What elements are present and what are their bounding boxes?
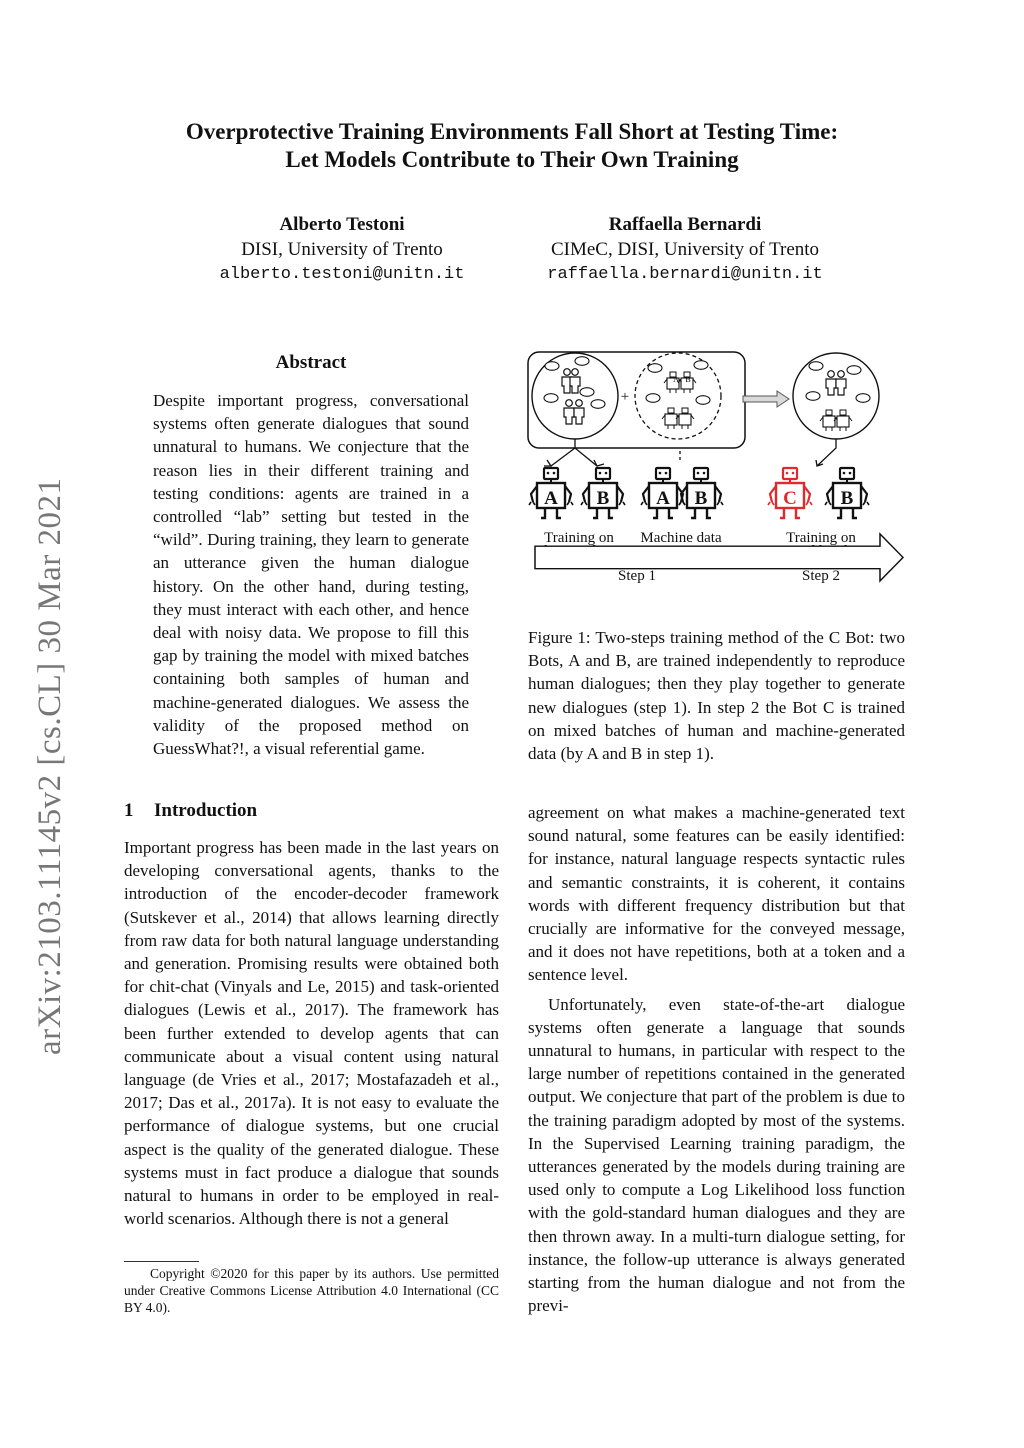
human-dialogue-circle [532,353,618,439]
author-affiliation: DISI, University of Trento [241,239,443,260]
figure-1 [525,348,910,593]
author-name: Alberto Testoni [279,214,405,235]
footnote-text: Copyright ©2020 for this paper by its authors. Use permitted under Creative Commons License Attribution 4.0 International (CC BY 4.0). [124,1266,499,1315]
bot-a-machine [641,468,685,518]
bot-c-mixed [768,468,812,518]
bot-letter: A [656,488,670,509]
plus-sign: + [620,389,630,405]
transfer-arrow [743,391,789,407]
figure-caption: Figure 1: Two-steps training method of the C Bot: two Bots, A and B, are trained independently to reproduce human dialogues; then they play together to generate new dialogues (step 1). In step 2 the Bot C is trained on mixed batches of human and machine-generated data (by A and B in step 1). [528,628,905,764]
machine-dialogue-circle [635,353,721,439]
author-email[interactable]: alberto.testoni@unitn.it [219,265,465,284]
section-number: 1 [124,800,134,821]
label-mixed-1: Training on [786,530,856,546]
author-email[interactable]: raffaella.bernardi@unitn.it [547,265,823,284]
footnote-divider [124,1261,199,1262]
intro-left-column: Important progress has been made in the last years on developing conversational agents, thanks to the introduction of the encoder-decoder framework (Sutskever et al., 2014) that allows learning directly from raw data for both natural language understanding and generation. Promising results were obtained both for chit-chat (Vinyals and Le, 2015) and task-oriented dialogues (Lewis et al., 2017). The framework has been further extended to develop agents that can communicate about a visual content using natural language (de Vries et al., 2017; Mostafazadeh et al., 2017; Das et al., 2017a). It is not easy to evaluate the performance of dialogue systems, but one crucial aspect is the quality of the generated dialogue. These systems must in fact produce a dialogue that sounds natural to humans in order to be employed in real-world scenarios. Although there is not a general [124,838,499,1229]
bot-a-human [529,468,573,518]
mini-bot-label: A [673,375,679,384]
title-line-2: Let Models Contribute to Their Own Training [285,147,739,172]
paper-title [100,118,924,174]
arxiv-identifier: arXiv:2103.11145v2 [cs.CL] 30 Mar 2021 [32,477,68,1055]
author-name: Raffaella Bernardi [608,214,762,235]
mixed-to-botc-line [817,439,836,466]
author-affiliation: CIMeC, DISI, University of Trento [550,239,820,260]
paragraph: Unfortunately, even state-of-the-art dialogue systems often generate a language that sounds unnatural to humans, in particular with respect to the large number of repetitions contained in the generated output. We conjecture that part of the problem is due to the training paradigm adopted by most of the systems. In the Supervised Learning training paradigm, the utterances generated by the models during training are used only to compute a Log Likelihood loss function with the gold-standard human dialogues and they are then thrown away. In a multi-turn dialogue setting, for instance, the follow-up utterance is always generated starting from the human dialogue and not from the previ- [528,994,905,1316]
label-training-human-1: Training on [544,530,614,546]
bot-b-human [581,468,625,518]
step-2-label: Step 2 [802,568,840,584]
author-block-2 [495,212,875,287]
bot-letter: A [544,488,558,509]
mixed-dialogue-circle [793,353,879,439]
bot-letter: C [783,488,797,509]
paragraph: agreement on what makes a machine-generated text sound natural, some features can be easily identified: for instance, natural language respects syntactic rules and semantic constraints, it is coherent, it contains words with different frequency distribution but that crucially are informative for the conveyed message, and it does not have repetitions, both at a token and a sentence level. [528,803,905,985]
figure-1-diagram [525,348,910,593]
label-machine-1: Machine data [640,530,722,546]
mini-bot-label: B [685,375,691,384]
section-heading [124,800,257,822]
intro-right-column [528,801,905,1317]
bot-letter: B [596,488,610,509]
title-line-1: Overprotective Training Environments Fall Short at Testing Time: [185,119,839,144]
bot-b-mixed [825,468,869,518]
section-title: Introduction [154,800,258,821]
author-block-1 [152,212,532,287]
bot-letter: B [840,488,854,509]
bot-letter: B [694,488,708,509]
abstract-heading: Abstract [275,352,347,373]
abstract-text: Despite important progress, conversational systems often generate dialogues that sound unnatural to humans. We conjecture that the reason lies in their different training and testing conditions: agents are trained in a controlled “lab” setting but tested in the “wild”. During training, they learn to generate an utterance given the human dialogue history. On the other hand, during testing, they must interact with each other, and hence deal with noisy data. We propose to fill this gap by training the model with mixed batches containing both samples of human and machine-generated dialogues. We assess the validity of the proposed method on GuessWhat?!, a visual referential game. [153,391,469,759]
bot-b-machine [679,468,723,518]
step-1-label: Step 1 [618,568,656,584]
